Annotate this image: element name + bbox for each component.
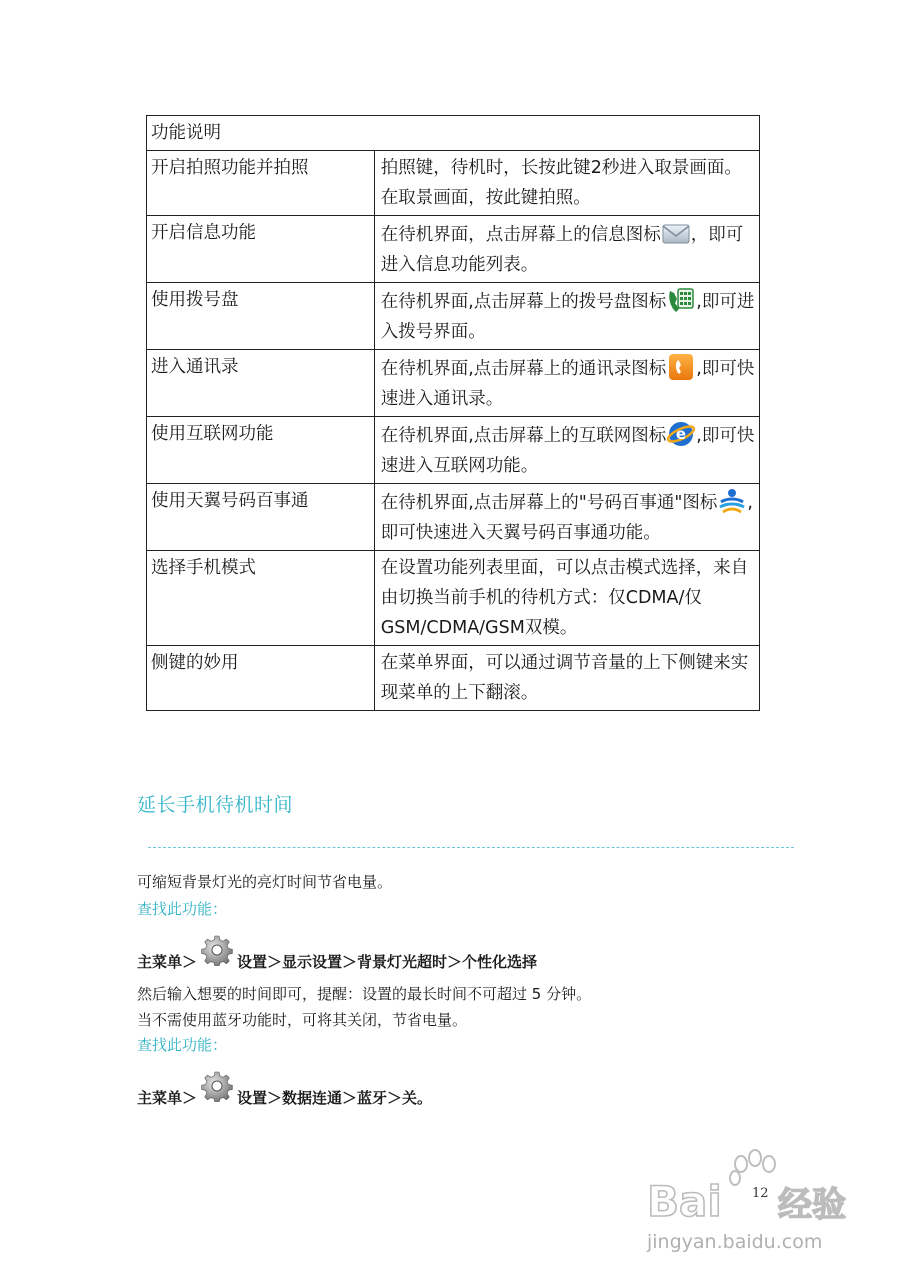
svg-text:Bai: Bai — [647, 1177, 722, 1226]
feature-cell: 侧键的妙用 — [147, 646, 375, 711]
feature-cell: 选择手机模式 — [147, 551, 375, 646]
dashed-divider — [148, 847, 794, 848]
table-row — [147, 551, 760, 646]
svg-text:e: e — [676, 425, 687, 443]
find-feature-label: 查找此功能： — [137, 1036, 228, 1054]
description-text: ，即可进入信息功能列表。 — [380, 225, 744, 275]
description-cell — [374, 283, 759, 350]
baidu-jingyan-watermark — [645, 1146, 855, 1256]
description-text: ,即可快速进入互联网功能。 — [380, 426, 755, 476]
feature-cell: 进入通讯录 — [147, 350, 375, 417]
internet-explorer-icon — [666, 419, 696, 449]
gear-icon — [201, 934, 233, 966]
description-cell: 在设置功能列表里面，可以点击模式选择，来自由切换当前手机的待机方式：仅CDMA/仅GSM/CDMA/GSM双模。 — [374, 551, 759, 646]
gear-icon — [201, 1070, 233, 1102]
contacts-icon — [666, 352, 696, 382]
menu-path-steps: 设置＞数据连通＞蓝牙＞关。 — [237, 1089, 433, 1107]
paragraph: 当不需使用蓝牙功能时，可将其关闭，节省电量。 — [137, 1011, 468, 1029]
table-header: 功能说明 — [147, 116, 760, 151]
menu-path-steps: 设置＞显示设置＞背景灯光超时＞个性化选择 — [237, 953, 538, 971]
description-text: 在待机界面，点击屏幕上的信息图标 — [380, 225, 661, 245]
description-cell — [374, 417, 759, 484]
menu-path-prefix: 主菜单＞ — [137, 953, 198, 971]
description-cell — [374, 350, 759, 417]
dialpad-icon — [666, 285, 696, 315]
description-text: 在待机界面,点击屏幕上的通讯录图标 — [380, 359, 667, 379]
description-cell: 在菜单界面，可以通过调节音量的上下侧键来实现菜单的上下翻滚。 — [374, 646, 759, 711]
menu-path — [137, 934, 537, 977]
description-cell: 拍照键，待机时，长按此键2秒进入取景画面。在取景画面，按此键拍照。 — [374, 151, 759, 216]
menu-path-prefix: 主菜单＞ — [137, 1089, 198, 1107]
table-row — [147, 151, 760, 216]
feature-cell: 使用互联网功能 — [147, 417, 375, 484]
table-row — [147, 417, 760, 484]
table-row — [147, 283, 760, 350]
description-text: ,即可快速进入通讯录。 — [380, 359, 755, 409]
description-cell — [374, 216, 759, 283]
function-table — [146, 115, 760, 711]
paragraph: 然后输入想要的时间即可，提醒：设置的最长时间不可超过 5 分钟。 — [137, 985, 592, 1003]
description-text: 在待机界面,点击屏幕上的互联网图标 — [380, 426, 667, 446]
description-text: 在待机界面,点击屏幕上的拨号盘图标 — [380, 292, 667, 312]
find-feature-label: 查找此功能： — [137, 900, 228, 918]
table-row — [147, 484, 760, 551]
paragraph: 可缩短背景灯光的亮灯时间节省电量。 — [137, 873, 393, 891]
section-title: 延长手机待机时间 — [137, 794, 294, 816]
page-number: 12 — [752, 1186, 769, 1201]
svg-text:jingyan.baidu.com: jingyan.baidu.com — [647, 1231, 823, 1253]
envelope-icon — [661, 218, 691, 248]
description-text: ,即可快速进入天翼号码百事通功能。 — [380, 493, 753, 543]
table-header-row — [147, 116, 760, 151]
svg-text:经验: 经验 — [778, 1185, 846, 1225]
feature-cell: 开启信息功能 — [147, 216, 375, 283]
feature-cell: 使用天翼号码百事通 — [147, 484, 375, 551]
description-text: ,即可进入拨号界面。 — [380, 292, 755, 342]
besttone-icon — [717, 486, 747, 516]
description-cell — [374, 484, 759, 551]
feature-cell: 使用拨号盘 — [147, 283, 375, 350]
table-row — [147, 646, 760, 711]
description-text: 在待机界面,点击屏幕上的"号码百事通"图标 — [380, 493, 718, 513]
menu-path — [137, 1070, 432, 1113]
table-row — [147, 350, 760, 417]
feature-cell: 开启拍照功能并拍照 — [147, 151, 375, 216]
table-row — [147, 216, 760, 283]
